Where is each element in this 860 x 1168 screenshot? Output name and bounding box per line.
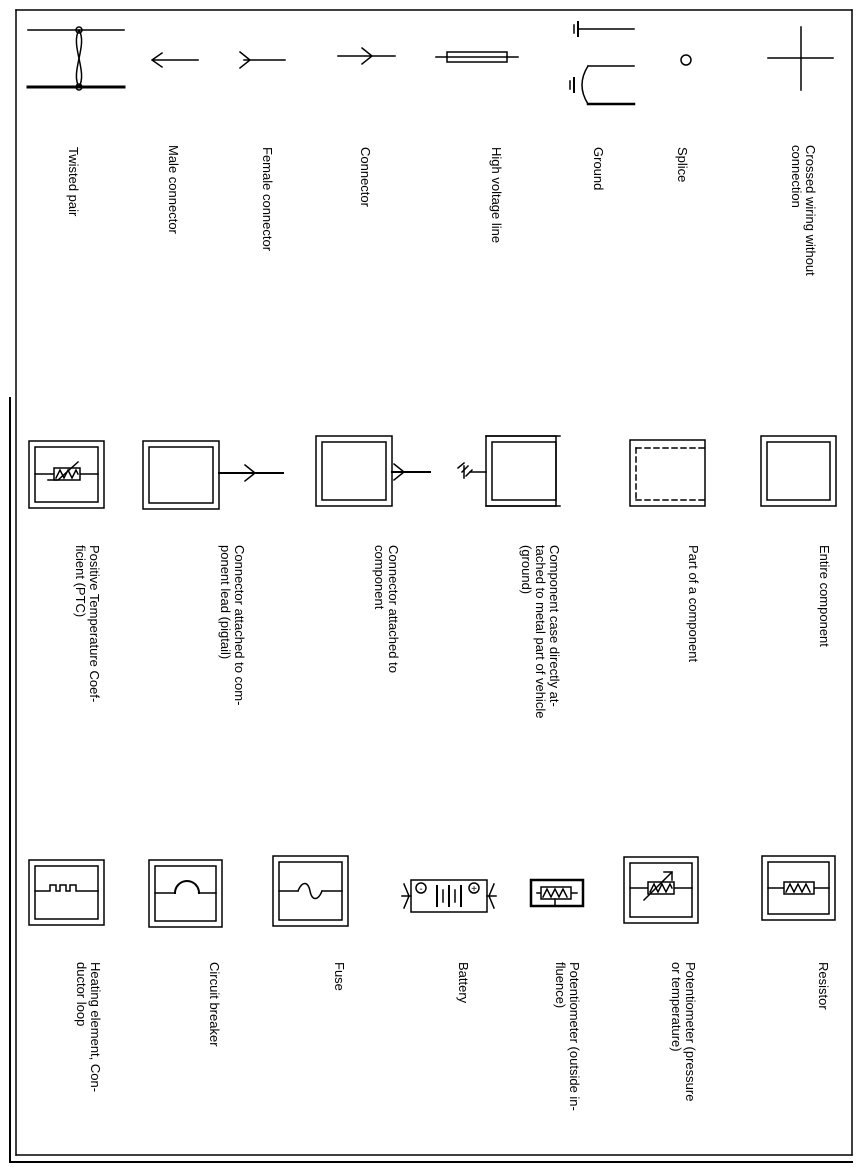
label-component-case-ground: Component case directly at- tached to metal part of vehicle (ground): [519, 545, 562, 719]
part-of-component-icon: [630, 440, 705, 506]
fuse-icon: [273, 856, 348, 926]
component-case-ground-icon: [458, 436, 560, 506]
twisted-pair-icon: [28, 27, 124, 90]
label-crossed-wiring: Crossed wiring without connection: [789, 145, 818, 276]
battery-icon: [402, 880, 496, 912]
resistor-icon: [762, 856, 835, 920]
label-female-connector: Female connector: [260, 147, 275, 252]
label-fuse: Fuse: [332, 962, 347, 991]
label-ground: Ground: [591, 147, 606, 191]
label-male-connector: Male connector: [166, 145, 181, 234]
circuit-breaker-icon: [149, 860, 222, 927]
heating-element-icon: [29, 860, 104, 925]
connector-pigtail-icon: [143, 441, 283, 509]
battery-minus-sign: -: [419, 884, 423, 895]
female-connector-icon: [240, 52, 285, 68]
label-heating-element: Heating element, Con- ductor loop: [74, 962, 103, 1093]
crossed-wiring-icon: [768, 27, 833, 90]
label-part-of-component: Part of a component: [686, 545, 701, 663]
label-battery: Battery: [456, 962, 471, 1004]
label-potentiometer-outside: Potentiometer (outside in- fluence): [553, 962, 582, 1111]
label-resistor: Resistor: [816, 962, 831, 1010]
male-connector-icon: [152, 53, 198, 67]
splice-icon: [681, 55, 691, 65]
label-splice: Splice: [675, 147, 690, 183]
potentiometer-pressure-icon: [624, 857, 698, 923]
label-circuit-breaker: Circuit breaker: [207, 962, 222, 1047]
high-voltage-line-icon: [436, 52, 518, 62]
battery-plus-sign: +: [471, 884, 477, 895]
ground-icon: [570, 22, 634, 104]
label-connector: Connector: [358, 147, 373, 207]
label-ptc: Positive Temperature Coef- ficient (PTC): [73, 545, 102, 703]
page-border: [10, 10, 852, 1162]
label-high-voltage-line: High voltage line: [489, 147, 504, 244]
connector-component-icon: [316, 436, 430, 506]
label-potentiometer-pressure: Potentiometer (pressure or temperature): [669, 962, 698, 1102]
label-entire-component: Entire component: [817, 545, 832, 647]
label-connector-component: Connector attached to component: [372, 545, 401, 673]
connector-icon: [338, 48, 395, 64]
ptc-icon: [29, 441, 104, 508]
entire-component-icon: [761, 436, 836, 506]
label-connector-pigtail: Connector attached to com- ponent lead (pigtail): [218, 545, 247, 706]
potentiometer-outside-icon: [531, 880, 583, 906]
label-twisted-pair: Twisted pair: [66, 147, 81, 217]
